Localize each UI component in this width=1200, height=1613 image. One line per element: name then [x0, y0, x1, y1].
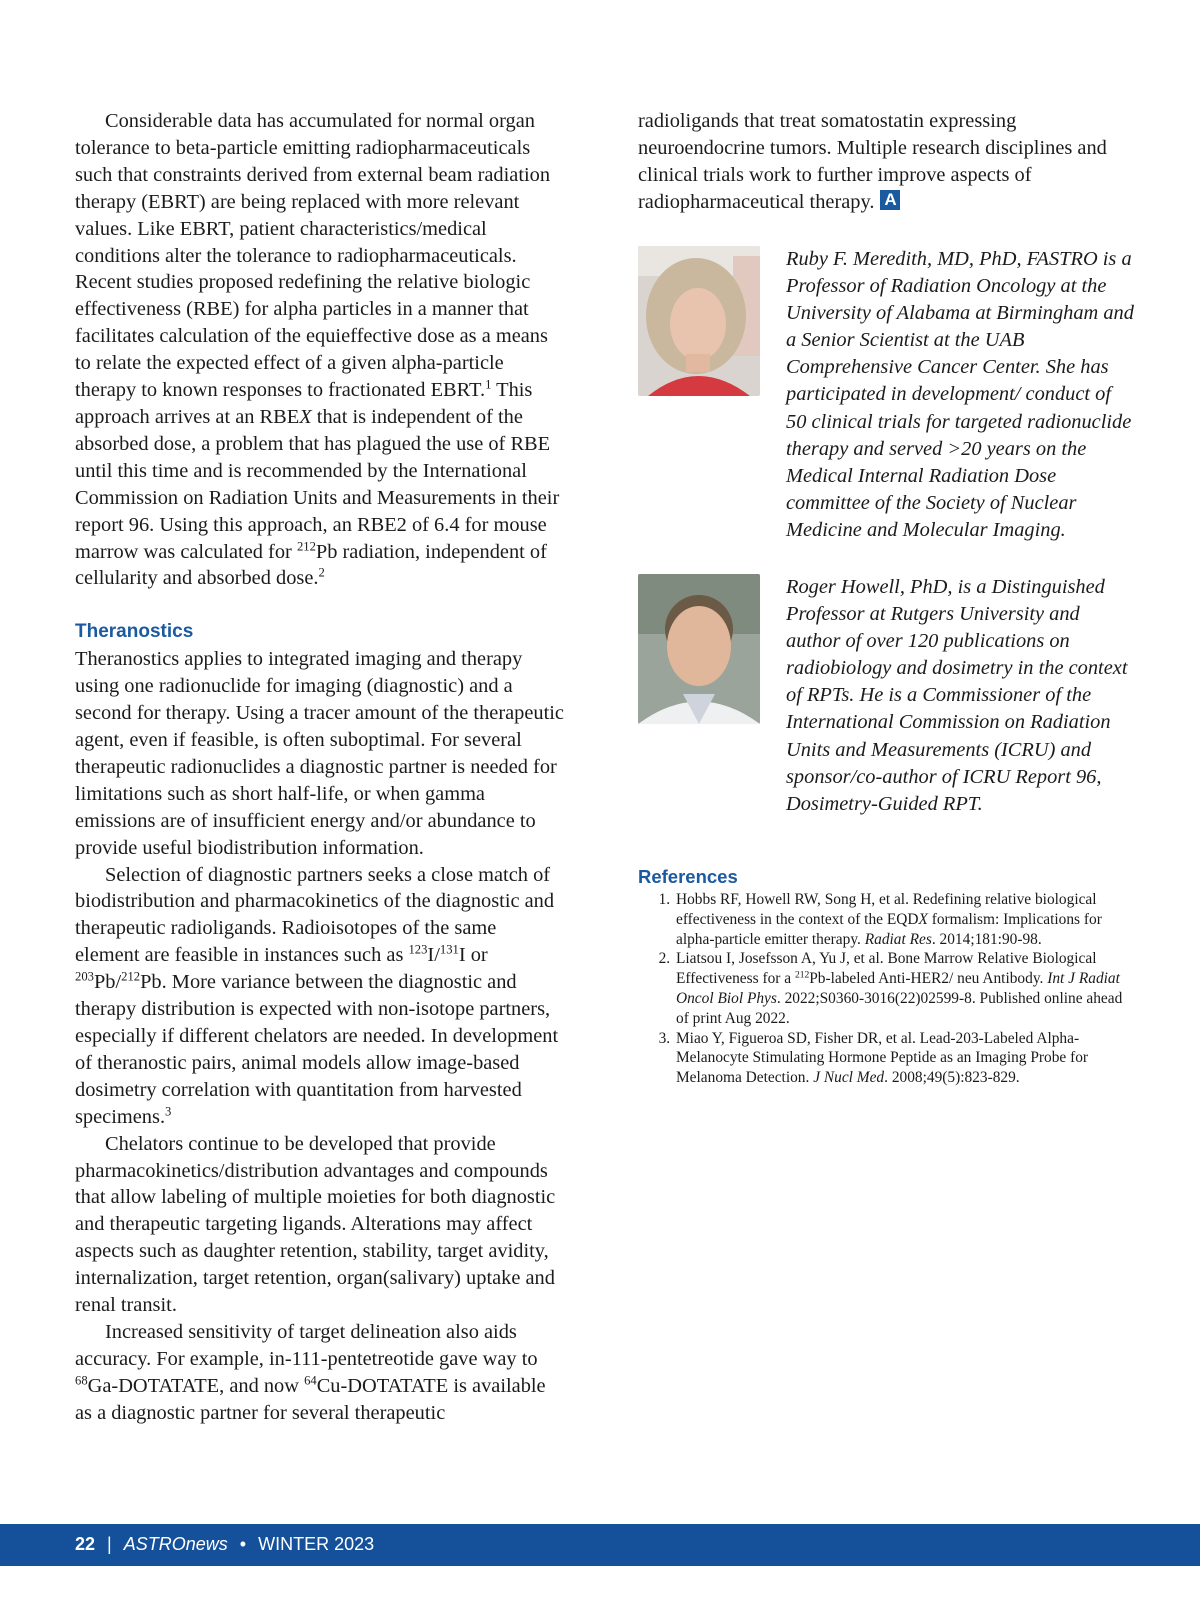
footnote-ref-2: 2: [318, 565, 325, 580]
reference-item: 3. Miao Y, Figueroa SD, Fisher DR, et al. Lead-203-Labeled Alpha-Melanocyte Stimulating Hormone Peptide as an Imaging Probe for Melanoma Detection. J Nucl Med. 2008;49(5):823-829.: [674, 1029, 1133, 1088]
chelators-paragraph: Chelators continue to be developed that provide pharmacokinetics/distribution advantages and compounds that allow labeling of multiple moieties for both diagnostic and therapeutic targeting ligands. Alterations may affect aspects such as daughter retention, stability, target avidity, internalization, target retention, organ(salivary) uptake and renal transit.: [75, 1132, 556, 1317]
astro-end-mark-icon: A: [880, 190, 900, 210]
author-photo-howell: [638, 574, 760, 724]
theranostics-paragraph: Theranostics applies to integrated imaging and therapy using one radionuclide for imaging (diagnostic) and a second for therapy. Using a tracer amount of the therapeutic agent, even if feasible, is often suboptimal. For several therapeutic radionuclides a diagnostic partner is needed for limitations such as short half-life, or when gamma emissions are of insufficient energy and/or abundance to provide useful biodistribution information.: [75, 648, 564, 859]
left-column: [75, 108, 565, 1427]
page-footer: [0, 1524, 1200, 1566]
references-list: [638, 890, 1133, 1088]
references-heading: References: [638, 866, 738, 887]
magazine-title: ASTROnews: [123, 1534, 228, 1554]
diagnostic-partners-paragraph: Selection of diagnostic partners seeks a close match of biodistribution and pharmacokinetics of the diagnostic and therapeutic radioligands. Radioisotopes of the same element are feasible in instances such as $^{123}$I/$^{131}$I or $^{203}$Pb/$^{212}$Pb. More variance between the diagnostic and therapy distribution is expected with non-isotope partners, especially if different chelators are needed. In development of theranostic pairs, animal models allow image-based dosimetry correlation with quantitation from harvested specimens.$^3$: [75, 863, 559, 1128]
sensitivity-paragraph: Increased sensitivity of target delineation also aids accuracy. For example, in-111-pentetreotide gave way to $^{68}$Ga-DOTATATE, and now $^{64}$Cu-DOTATATE is available as a diagnostic partner for several therapeutic: [75, 1320, 546, 1424]
reference-item: 1. Hobbs RF, Howell RW, Song H, et al. Redefining relative biological effectiveness in the context of the EQDX formalism: Implications for alpha-particle emitter therapy. Radiat Res. 2014;181:90-98.: [674, 890, 1133, 949]
right-column: [638, 108, 1130, 216]
issue-label: WINTER 2023: [258, 1534, 375, 1554]
intro-paragraph: Considerable data has accumulated for normal organ tolerance to beta-particle emitting radiopharmaceuticals such that constraints derived from external beam radiation therapy (EBRT) are being replaced with more relevant values. Like EBRT, patient characteristics/medical conditions alter the tolerance to radiopharmaceuticals. Recent studies proposed redefining the relative biologic effectiveness (RBE) for alpha particles in a manner that facilitates calculation of the equieffective dose as a means to relate the expected effect of a given alpha-particle therapy to known responses to fractionated EBRT.$^1$ This approach arrives at an RBEX that is independent of the absorbed dose, a problem that has plagued the use of RBE until this time and is recommended by the International Commission on Radiation Units and Measurements in their report 96. Using this approach, an RBE2 of 6.4 for mouse marrow was calculated for $^{212}$Pb radiation, independent of cellularity and absorbed dose.$^2$: [75, 110, 560, 590]
footer-bullet: •: [239, 1534, 247, 1554]
page-number: 22: [75, 1534, 96, 1554]
footer-text: [75, 1534, 374, 1555]
author-bio-text-meredith: Ruby F. Meredith, MD, PhD, FASTRO is a Professor of Radiation Oncology at the University of Alabama at Birmingham and a Senior Scientist at the UAB Comprehensive Cancer Center. She has participated in development/ conduct of 50 clinical trials for targeted radionuclide therapy and served >20 years on the Medical Internal Radiation Dose committee of the Society of Nuclear Medicine and Molecular Imaging.: [786, 248, 1134, 541]
footnote-ref-1: 1: [485, 377, 492, 392]
author-bio-text-howell: Roger Howell, PhD, is a Distinguished Professor at Rutgers University and author of over 120 publications on radiobiology and dosimetry in the context of RPTs. He is a Commissioner of the International Commission on Radiation Units and Measurements (ICRU) and sponsor/co-author of ICRU Report 96, Dosimetry-Guided RPT.: [786, 576, 1128, 815]
references-section: [638, 866, 1133, 1088]
author-bio-howell: [638, 574, 1138, 814]
author-bio-meredith: [638, 246, 1138, 541]
footer-separator: |: [107, 1534, 112, 1554]
reference-item: 2. Liatsou I, Josefsson A, Yu J, et al. Bone Marrow Relative Biological Effectiveness for a $^{212}$Pb-labeled Anti-HER2/ neu Antibody. Int J Radiat Oncol Biol Phys. 2022;S0360-3016(22)02599-8. Published online ahead of print Aug 2022.: [674, 949, 1133, 1028]
author-photo-meredith: [638, 246, 760, 396]
continued-paragraph: radioligands that treat somatostatin expressing neuroendocrine tumors. Multiple research disciplines and clinical trials work to further improve aspects of radiopharmaceutical therapy. A: [638, 110, 1107, 213]
section-heading-theranostics: Theranostics: [75, 621, 194, 643]
footnote-ref-3: 3: [165, 1104, 172, 1119]
